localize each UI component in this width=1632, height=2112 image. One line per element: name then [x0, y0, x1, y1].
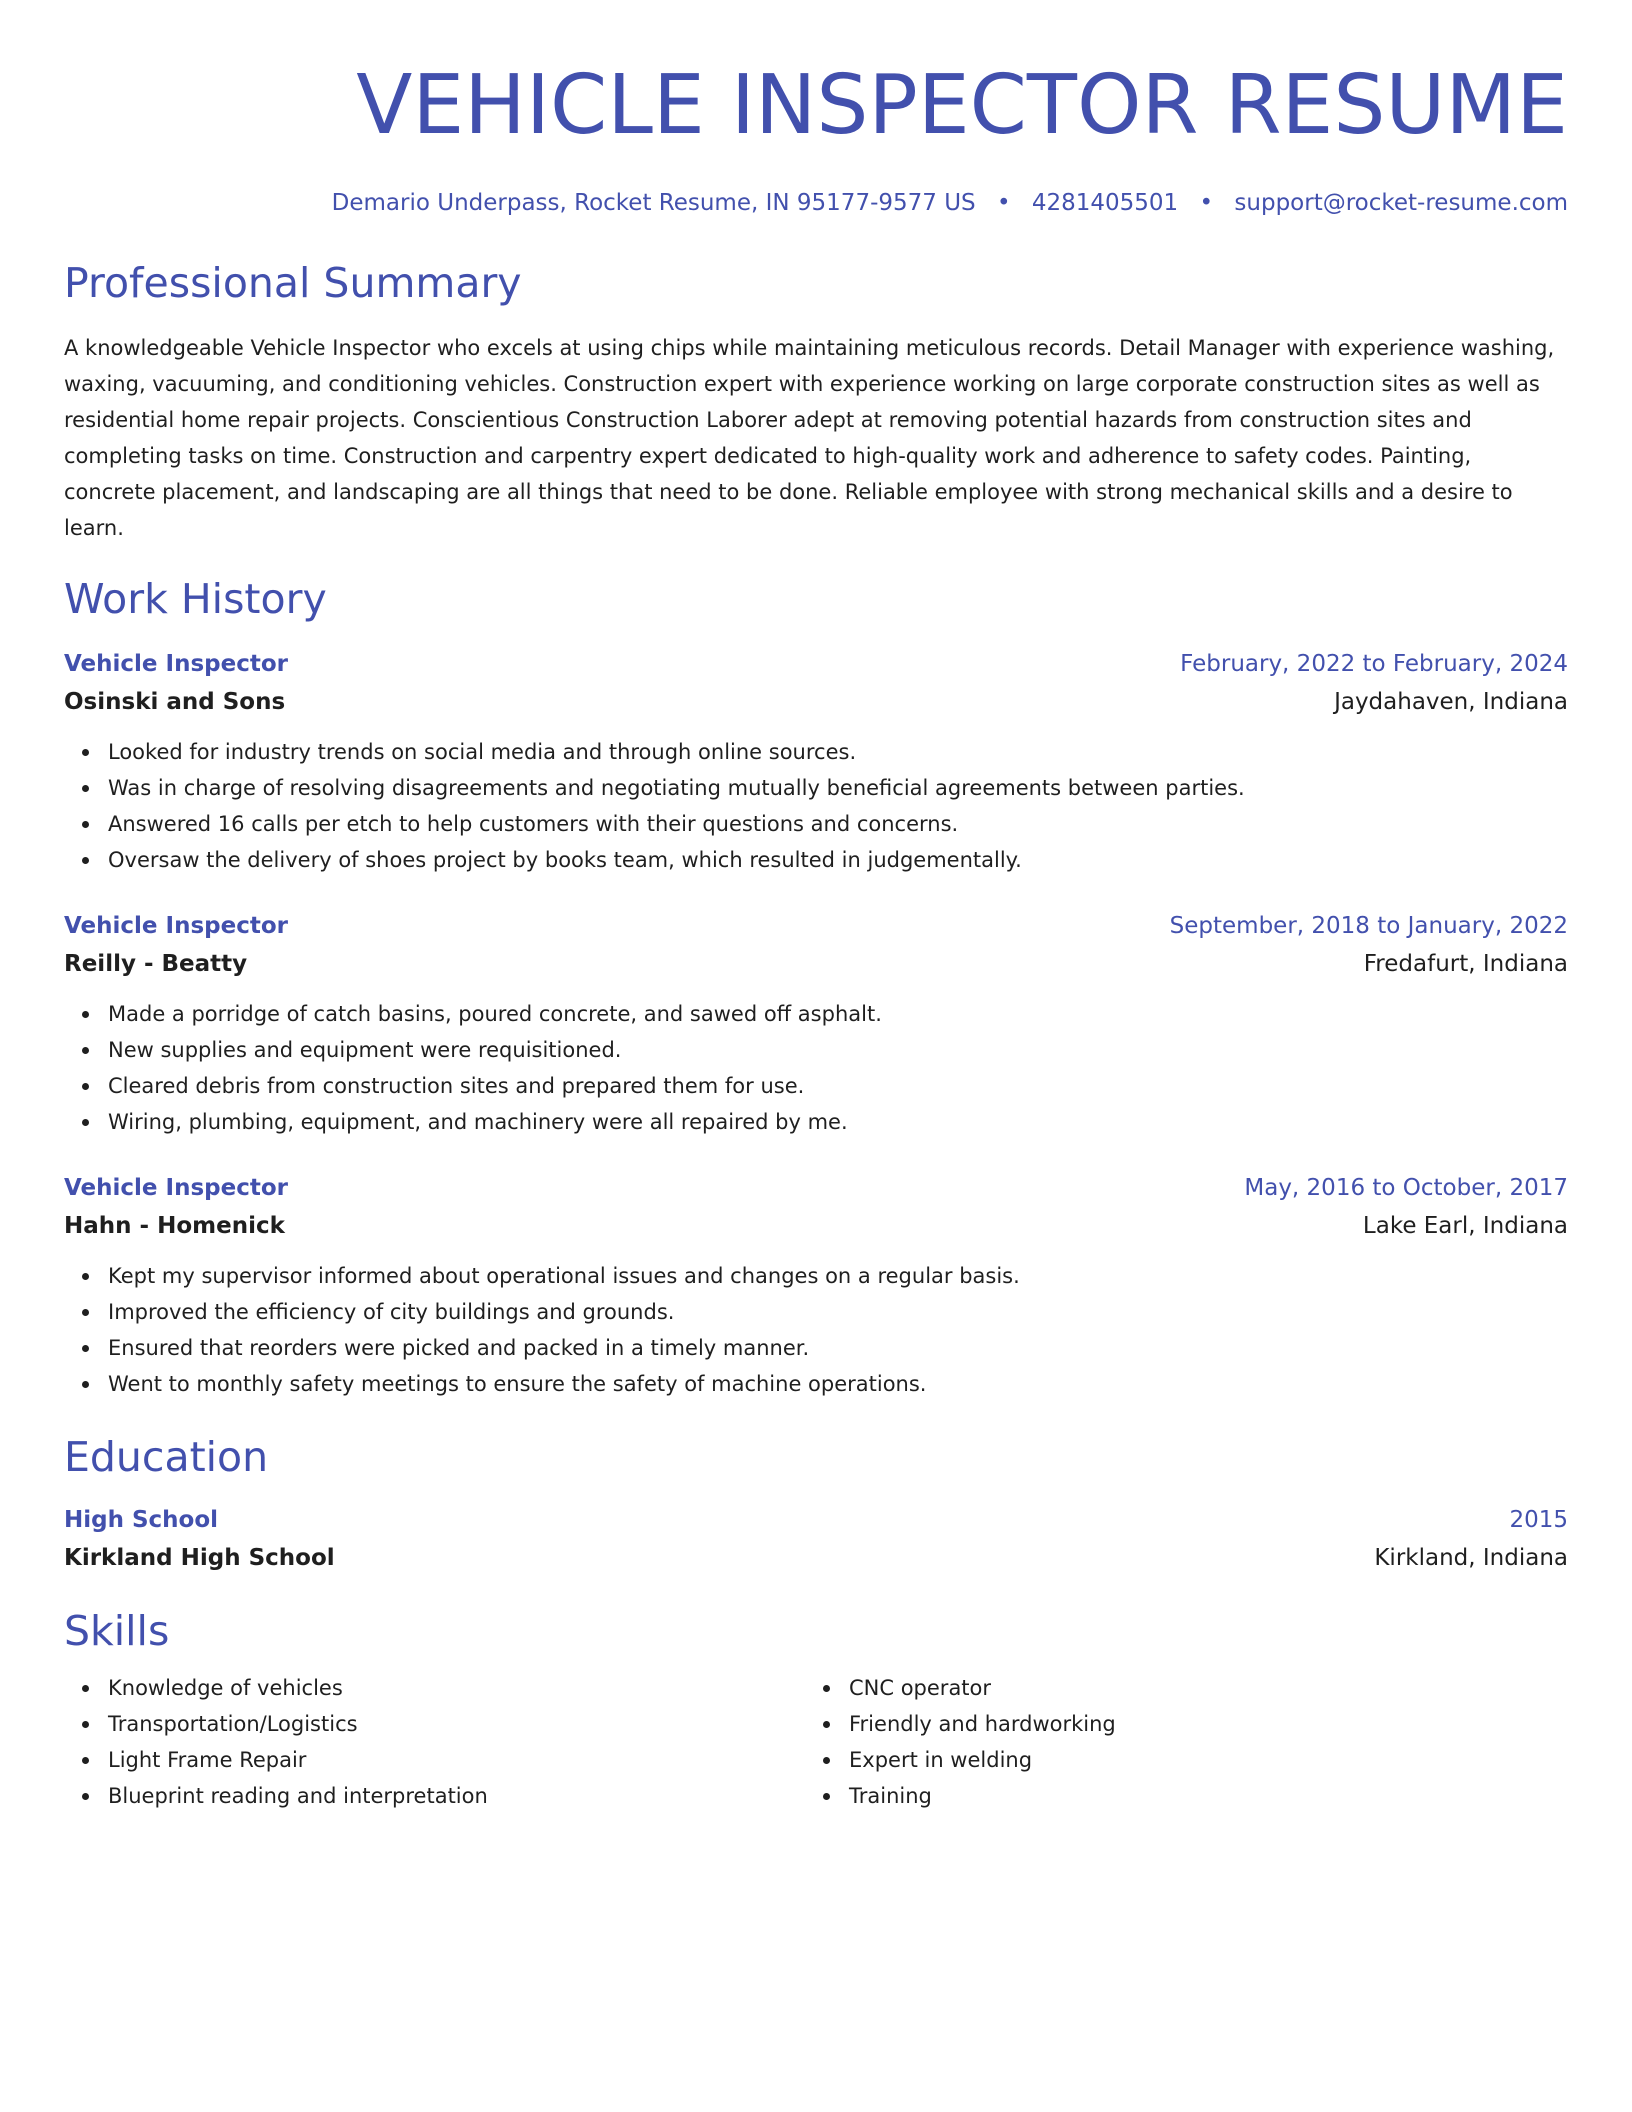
- job-location: Fredafurt, Indiana: [1363, 951, 1568, 977]
- job-dates: September, 2018 to January, 2022: [1169, 913, 1568, 939]
- contact-line: [64, 188, 1568, 218]
- job-company: Reilly - Beatty: [64, 951, 248, 977]
- job-location: Lake Earl, Indiana: [1362, 1213, 1568, 1239]
- summary-text: A knowledgeable Vehicle Inspector who excels at using chips while maintaining meticulous records. Detail Manager with experience washing, waxing, vacuuming, and conditioning vehicles. Construction expert with experience working on large corporate construction sites as well as residential home repair projects. Conscientious Construction Laborer adept at removing potential hazards from construction sites and completing tasks on time. Construction and carpentry expert dedicated to high-quality work and adherence to safety codes. Painting, concrete placement, and landscaping are all things that need to be done. Reliable employee with strong mechanical skills and a desire to learn.: [64, 336, 1555, 540]
- job-bullet: Cleared debris from construction sites and prepared them for use.: [108, 1068, 1568, 1104]
- job-dates: May, 2016 to October, 2017: [1244, 1175, 1568, 1201]
- skill-item: Expert in welding: [849, 1742, 1546, 1778]
- job-bullet: New supplies and equipment were requisitioned.: [108, 1032, 1568, 1068]
- skill-item: Knowledge of vehicles: [108, 1670, 805, 1706]
- skill-item: Blueprint reading and interpretation: [108, 1778, 805, 1814]
- skill-item: Training: [849, 1778, 1546, 1814]
- skills-list: [805, 1670, 1546, 1814]
- job-company: Hahn - Homenick: [64, 1213, 285, 1239]
- job-title: Vehicle Inspector: [64, 651, 288, 677]
- job-location: Jaydahaven, Indiana: [1334, 689, 1568, 715]
- job-bullet: Oversaw the delivery of shoes project by books team, which resulted in judgementally.: [108, 842, 1568, 878]
- job-bullet: Improved the efficiency of city buildings and grounds.: [108, 1294, 1568, 1330]
- education-heading: Education: [64, 1433, 269, 1481]
- summary-heading: Professional Summary: [64, 259, 522, 307]
- skill-item: CNC operator: [849, 1670, 1546, 1706]
- resume-page: [64, 0, 1568, 1814]
- job-entry: [64, 908, 1568, 1140]
- education-year: 2015: [1509, 1507, 1568, 1533]
- contact-address: Demario Underpass, Rocket Resume, IN 95177-9577 US: [331, 190, 976, 216]
- job-bullets: [64, 734, 1568, 878]
- job-entry: [64, 646, 1568, 878]
- job-bullets: [64, 996, 1568, 1140]
- skills-column-right: [805, 1670, 1546, 1814]
- job-bullet: Kept my supervisor informed about operational issues and changes on a regular basis.: [108, 1258, 1568, 1294]
- contact-phone: 4281405501: [1031, 190, 1179, 216]
- job-bullet: Was in charge of resolving disagreements and negotiating mutually beneficial agreements between parties.: [108, 770, 1568, 806]
- skill-item: Transportation/Logistics: [108, 1706, 805, 1742]
- contact-separator: •: [996, 190, 1011, 216]
- skills-list: [64, 1670, 805, 1814]
- skills-heading: Skills: [64, 1607, 170, 1655]
- education-location: Kirkland, Indiana: [1374, 1545, 1568, 1571]
- job-title: Vehicle Inspector: [64, 913, 288, 939]
- job-bullet: Ensured that reorders were picked and packed in a timely manner.: [108, 1330, 1568, 1366]
- job-entry: [64, 1170, 1568, 1402]
- education-degree: High School: [64, 1507, 219, 1533]
- contact-separator: •: [1199, 190, 1214, 216]
- job-title: Vehicle Inspector: [64, 1175, 288, 1201]
- skill-item: Friendly and hardworking: [849, 1706, 1546, 1742]
- resume-title: VEHICLE INSPECTOR RESUME: [356, 58, 1568, 153]
- skills-column-left: [64, 1670, 805, 1814]
- job-dates: February, 2022 to February, 2024: [1180, 651, 1568, 677]
- skill-item: Light Frame Repair: [108, 1742, 805, 1778]
- job-company: Osinski and Sons: [64, 689, 286, 715]
- work-history-heading: Work History: [64, 575, 327, 623]
- contact-email: support@rocket-resume.com: [1234, 190, 1568, 216]
- education-entry: [64, 1502, 1568, 1578]
- job-bullet: Looked for industry trends on social media and through online sources.: [108, 734, 1568, 770]
- skills-grid: [64, 1670, 1568, 1814]
- job-bullet: Wiring, plumbing, equipment, and machinery were all repaired by me.: [108, 1104, 1568, 1140]
- job-bullet: Went to monthly safety meetings to ensure the safety of machine operations.: [108, 1366, 1568, 1402]
- job-bullet: Answered 16 calls per etch to help customers with their questions and concerns.: [108, 806, 1568, 842]
- education-school: Kirkland High School: [64, 1545, 335, 1571]
- job-bullet: Made a porridge of catch basins, poured concrete, and sawed off asphalt.: [108, 996, 1568, 1032]
- job-bullets: [64, 1258, 1568, 1402]
